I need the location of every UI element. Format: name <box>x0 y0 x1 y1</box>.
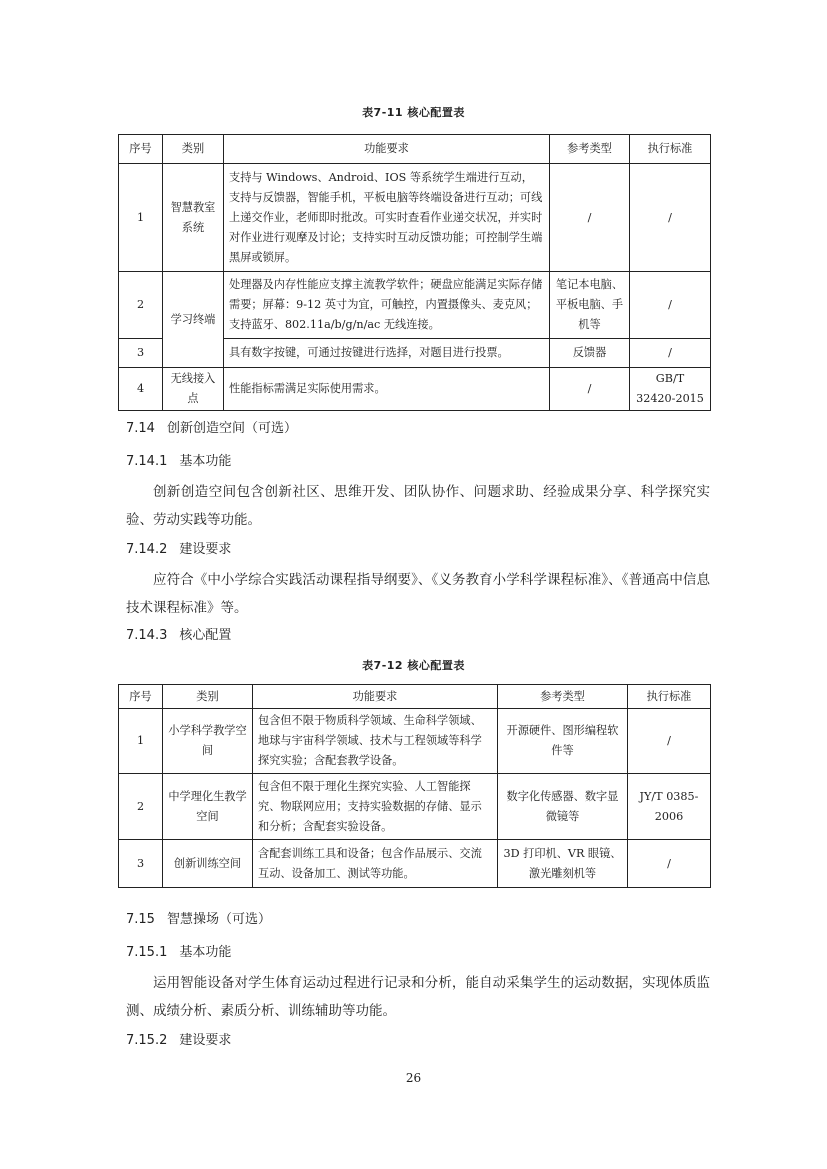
section-heading-7-15 <box>126 908 271 927</box>
cell-no: 2 <box>119 774 163 840</box>
section-number: 7.14.3 <box>126 628 168 643</box>
cell-no: 1 <box>119 709 163 774</box>
cell-standard: / <box>630 164 711 272</box>
cell-no: 2 <box>119 272 163 339</box>
paragraph-basic-function: 创新创造空间包含创新社区、思维开发、团队协作、问题求助、经验成果分享、科学探究实验、劳动实践等功能。 <box>126 484 710 528</box>
section-heading-7-15-1 <box>126 941 231 960</box>
section-title: 建设要求 <box>179 542 232 557</box>
table-row <box>119 272 711 339</box>
cell-type: / <box>550 368 630 411</box>
cell-requirement: 支持与 Windows、Android、IOS 等系统学生端进行互动，支持与反馈器，智能手机，平板电脑等终端设备进行互动；可线上递交作业，老师即时批改。可实时查看作业递交状况，并实时对作业进行观摩及讨论；支持实时互动反馈功能；可控制学生端黑屏或锁屏。 <box>224 164 550 272</box>
table-header-row <box>119 685 711 709</box>
paragraph-smart-playground: 运用智能设备对学生体育运动过程进行记录和分析，能自动采集学生的运动数据，实现体质监测、成绩分析、素质分析、训练辅助等功能。 <box>126 975 710 1019</box>
header-cell: 执行标准 <box>628 685 711 709</box>
section-heading-7-14 <box>126 417 297 436</box>
section-heading-7-15-2 <box>126 1029 231 1048</box>
header-cell: 序号 <box>119 685 163 709</box>
section-heading-7-14-1 <box>126 450 231 469</box>
cell-category: 中学理化生教学空间 <box>163 774 253 840</box>
table-header-row <box>119 135 711 164</box>
cell-requirement: 含配套训练工具和设备；包含作品展示、交流互动、设备加工、测试等功能。 <box>253 840 498 888</box>
cell-standard: / <box>628 709 711 774</box>
page-number: 26 <box>405 1071 422 1085</box>
header-cell: 参考类型 <box>498 685 628 709</box>
cell-requirement: 包含但不限于物质科学领域、生命科学领域、地球与宇宙科学领域、技术与工程领域等科学探究实验；含配套教学设备。 <box>253 709 498 774</box>
cell-requirement: 具有数字按键，可通过按键进行选择，对题目进行投票。 <box>224 339 550 368</box>
table-row <box>119 840 711 888</box>
cell-standard: / <box>628 840 711 888</box>
cell-standard: GB/T 32420-2015 <box>630 368 711 411</box>
cell-category: 学习终端 <box>163 272 224 368</box>
section-number: 7.14.1 <box>126 454 168 469</box>
header-cell: 类别 <box>163 685 253 709</box>
section-number: 7.15 <box>126 912 155 927</box>
cell-type: 笔记本电脑、平板电脑、手机等 <box>550 272 630 339</box>
cell-requirement: 包含但不限于理化生探究实验、人工智能探究、物联网应用；支持实验数据的存储、显示和分析；含配套实验设备。 <box>253 774 498 840</box>
section-heading-7-14-2 <box>126 538 231 557</box>
cell-type: 开源硬件、图形编程软件等 <box>498 709 628 774</box>
cell-no: 3 <box>119 339 163 368</box>
cell-category: 创新训练空间 <box>163 840 253 888</box>
table-row <box>119 709 711 774</box>
table-caption: 表7-11 核心配置表 <box>362 106 465 119</box>
table-row <box>119 774 711 840</box>
section-title: 基本功能 <box>179 945 232 960</box>
core-config-table-7-11 <box>118 134 711 411</box>
section-number: 7.14 <box>126 421 155 436</box>
table-caption: 表7-12 核心配置表 <box>362 659 465 672</box>
cell-type: / <box>550 164 630 272</box>
section-number: 7.15.1 <box>126 945 168 960</box>
section-title: 智慧操场（可选） <box>166 912 271 927</box>
header-cell: 功能要求 <box>253 685 498 709</box>
header-cell: 执行标准 <box>630 135 711 164</box>
section-title: 建设要求 <box>179 1033 232 1048</box>
cell-requirement: 处理器及内存性能应支撑主流教学软件；硬盘应能满足实际存储需要；屏幕：9-12 英寸为宜，可触控，内置摄像头、麦克风；支持蓝牙、802.11a/b/g/n/ac 无线连接。 <box>224 272 550 339</box>
section-title: 创新创造空间（可选） <box>166 421 297 436</box>
section-title: 基本功能 <box>179 454 232 469</box>
cell-requirement: 性能指标需满足实际使用需求。 <box>224 368 550 411</box>
table-row <box>119 368 711 411</box>
section-title: 核心配置 <box>179 628 232 643</box>
header-cell: 类别 <box>163 135 224 164</box>
paragraph-construction-requirement: 应符合《中小学综合实践活动课程指导纲要》、《义务教育小学科学课程标准》、《普通高中信息技术课程标准》等。 <box>126 572 710 616</box>
cell-category: 小学科学教学空间 <box>163 709 253 774</box>
section-number: 7.14.2 <box>126 542 168 557</box>
cell-standard: / <box>630 339 711 368</box>
header-cell: 参考类型 <box>550 135 630 164</box>
core-config-table-7-12 <box>118 684 711 888</box>
cell-category: 智慧教室系统 <box>163 164 224 272</box>
cell-standard: JY/T 0385-2006 <box>628 774 711 840</box>
header-cell: 功能要求 <box>224 135 550 164</box>
table-row <box>119 164 711 272</box>
cell-no: 1 <box>119 164 163 272</box>
cell-no: 3 <box>119 840 163 888</box>
cell-standard: / <box>630 272 711 339</box>
cell-category: 无线接入点 <box>163 368 224 411</box>
cell-type: 反馈器 <box>550 339 630 368</box>
header-cell: 序号 <box>119 135 163 164</box>
section-number: 7.15.2 <box>126 1033 168 1048</box>
cell-no: 4 <box>119 368 163 411</box>
cell-type: 3D 打印机、VR 眼镜、激光雕刻机等 <box>498 840 628 888</box>
cell-type: 数字化传感器、数字显微镜等 <box>498 774 628 840</box>
section-heading-7-14-3 <box>126 624 231 643</box>
